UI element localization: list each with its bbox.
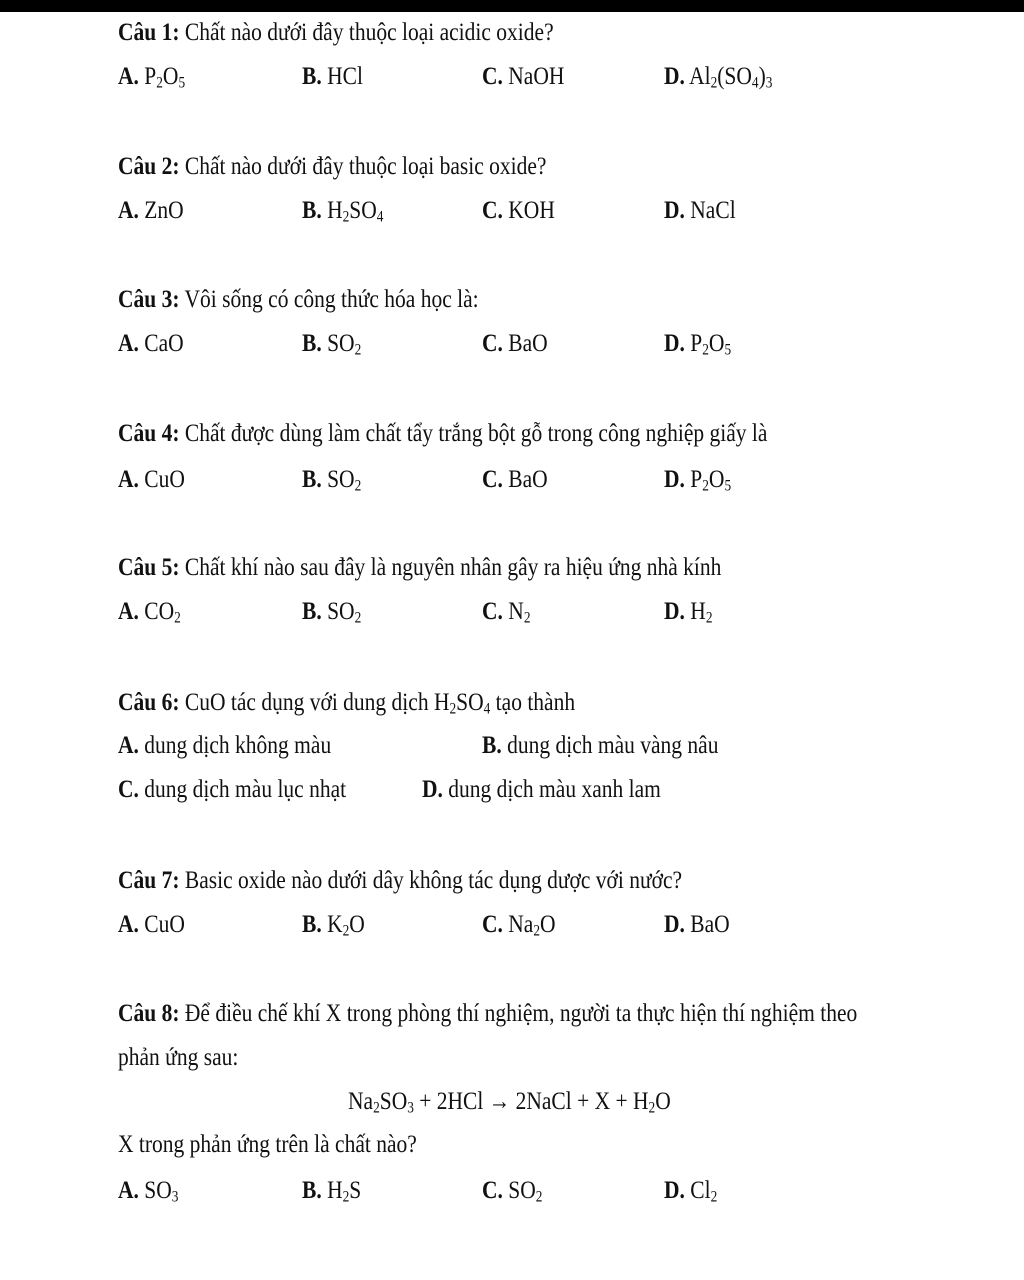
- option-d[interactable]: D. dung dịch màu xanh lam: [422, 776, 661, 803]
- option-a[interactable]: A. $CO_2$: [118, 598, 181, 627]
- question-text: Chất nào dưới đây thuộc loại acidic oxide?: [184, 19, 554, 46]
- reaction-equation: $Na_2SO_3 + 2HCl$ → 2NaCl + $X + H_2O$: [348, 1088, 671, 1117]
- option-d[interactable]: D. $P_2O_5$: [664, 466, 732, 495]
- option-a[interactable]: A. CaO: [118, 330, 184, 357]
- question-8: [118, 999, 857, 1029]
- option-b[interactable]: B. $SO_2$: [302, 466, 362, 495]
- options-row-q6a: [0, 731, 1024, 761]
- option-b[interactable]: B. $SO_2$: [302, 598, 362, 627]
- question-text: Để điều chế khí X trong phòng thí nghiệm, người ta thực hiện thí nghiệm theo: [184, 1000, 858, 1027]
- option-a[interactable]: A. ZnO: [118, 197, 184, 224]
- question-text: Vôi sống có công thức hóa học là:: [184, 286, 479, 313]
- question-label: Câu 5:: [118, 554, 180, 581]
- option-c[interactable]: C. $Na_2O$: [482, 911, 556, 940]
- question-3: [118, 285, 479, 315]
- option-b[interactable]: B. $H_2S$: [302, 1177, 362, 1206]
- question-text: Basic oxide nào dưới dây không tác dụng dược với nước?: [184, 867, 683, 894]
- option-b[interactable]: B. HCl: [302, 63, 363, 90]
- option-a[interactable]: A. $P_2O_5$: [118, 63, 186, 92]
- question-label: Câu 7:: [118, 867, 180, 894]
- option-c[interactable]: C. $SO_2$: [482, 1177, 543, 1206]
- option-c[interactable]: C. NaOH: [482, 63, 565, 90]
- option-b[interactable]: B. $H_2SO_4$: [302, 197, 384, 226]
- options-row-q5: [0, 597, 1024, 627]
- question-label: Câu 4:: [118, 420, 180, 447]
- options-row-q2: [0, 196, 1024, 226]
- option-c[interactable]: C. KOH: [482, 197, 555, 224]
- option-b[interactable]: B. $K_2O$: [302, 911, 365, 940]
- option-a[interactable]: A. CuO: [118, 466, 185, 493]
- option-c[interactable]: C. $N_2$: [482, 598, 531, 627]
- option-d[interactable]: D. $Al_2(SO_4)_3$: [664, 63, 773, 92]
- option-d[interactable]: D. $Cl_2$: [664, 1177, 718, 1206]
- option-c[interactable]: C. BaO: [482, 330, 548, 357]
- question-text: Chất khí nào sau đây là nguyên nhân gây ra hiệu ứng nhà kính: [184, 554, 722, 581]
- question-label: Câu 3:: [118, 286, 180, 313]
- question-label: Câu 6:: [118, 689, 180, 716]
- option-c[interactable]: C. dung dịch màu lục nhạt: [118, 776, 347, 803]
- question-label: Câu 2:: [118, 153, 180, 180]
- top-border: [0, 0, 1024, 12]
- option-d[interactable]: D. NaCl: [664, 197, 736, 224]
- option-a[interactable]: A. dung dịch không màu: [118, 732, 332, 759]
- question-text: CuO tác dụng với dung dịch $H_2SO_4$ tạo thành: [184, 689, 576, 718]
- option-d[interactable]: D. $H_2$: [664, 598, 713, 627]
- question-text-after: X trong phản ứng trên là chất nào?: [118, 1131, 417, 1158]
- question-label: Câu 8:: [118, 1000, 180, 1027]
- question-6: [118, 688, 575, 718]
- question-7: [118, 866, 682, 896]
- option-a[interactable]: A. CuO: [118, 911, 185, 938]
- question-5: [118, 553, 721, 583]
- option-d[interactable]: D. BaO: [664, 911, 730, 938]
- option-c[interactable]: C. BaO: [482, 466, 548, 493]
- options-row-q4: [0, 465, 1024, 495]
- question-4: [118, 419, 767, 449]
- question-text: Chất nào dưới đây thuộc loại basic oxide?: [184, 153, 547, 180]
- options-row-q6b: [0, 775, 1024, 805]
- question-1: [118, 18, 554, 48]
- question-2: [118, 152, 546, 182]
- question-text-continued: phản ứng sau:: [118, 1044, 239, 1071]
- option-b[interactable]: B. $SO_2$: [302, 330, 362, 359]
- option-b[interactable]: B. dung dịch màu vàng nâu: [482, 732, 719, 759]
- options-row-q8: [0, 1176, 1024, 1206]
- question-label: Câu 1:: [118, 19, 180, 46]
- option-a[interactable]: A. $SO_3$: [118, 1177, 179, 1206]
- option-d[interactable]: D. $P_2O_5$: [664, 330, 732, 359]
- question-text: Chất được dùng làm chất tẩy trắng bột gỗ trong công nghiệp giấy là: [184, 420, 768, 447]
- options-row-q7: [0, 910, 1024, 940]
- options-row-q3: [0, 329, 1024, 359]
- options-row-q1: [0, 62, 1024, 92]
